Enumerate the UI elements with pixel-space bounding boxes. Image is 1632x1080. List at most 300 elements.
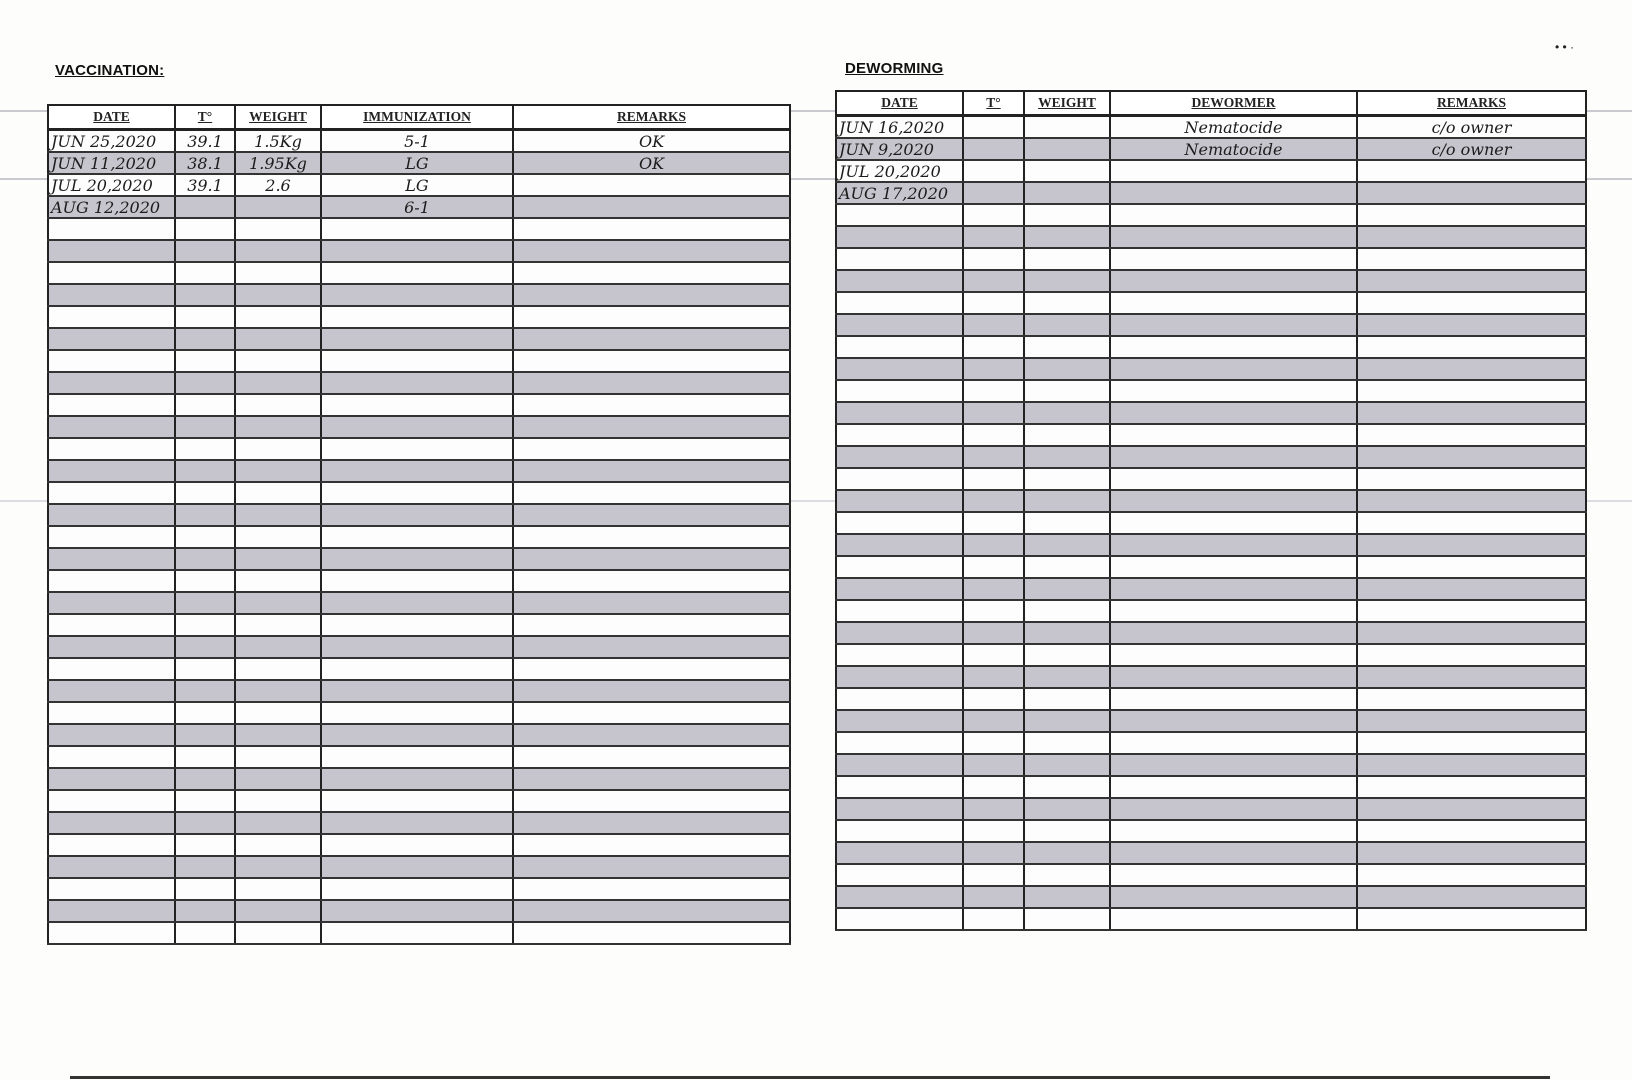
- table-row: [48, 548, 790, 570]
- immunization-cell: [321, 768, 513, 790]
- table-row: [836, 292, 1586, 314]
- temp-cell: [175, 306, 235, 328]
- dewormer-cell: [1110, 248, 1357, 270]
- table-row: [48, 856, 790, 878]
- remarks-cell: [513, 724, 790, 746]
- date-cell: [48, 614, 175, 636]
- temp-cell: [963, 908, 1024, 930]
- temp-cell: [963, 292, 1024, 314]
- remarks-cell: [513, 240, 790, 262]
- temp-cell: [175, 460, 235, 482]
- weight-cell: [1024, 820, 1110, 842]
- weight-cell: [235, 768, 321, 790]
- remarks-cell: [513, 878, 790, 900]
- table-row: [836, 490, 1586, 512]
- table-row: [836, 710, 1586, 732]
- dewormer-cell: [1110, 600, 1357, 622]
- remarks-cell: [513, 702, 790, 724]
- dewormer-cell: [1110, 886, 1357, 908]
- table-row: [48, 240, 790, 262]
- remarks-cell: [513, 636, 790, 658]
- remarks-cell: [513, 328, 790, 350]
- remarks-cell: [513, 680, 790, 702]
- table-row: [836, 842, 1586, 864]
- date-cell: [836, 820, 963, 842]
- table-row: [48, 416, 790, 438]
- immunization-cell: [321, 416, 513, 438]
- immunization-cell: [321, 636, 513, 658]
- dewormer-cell: [1110, 160, 1357, 182]
- table-row: [836, 600, 1586, 622]
- weight-cell: [1024, 446, 1110, 468]
- immunization-cell: [321, 614, 513, 636]
- immunization-cell: [321, 856, 513, 878]
- column-header-remarks: REMARKS: [1357, 91, 1586, 116]
- temp-cell: [963, 314, 1024, 336]
- table-row: [48, 372, 790, 394]
- weight-cell: [1024, 138, 1110, 160]
- dewormer-cell: [1110, 710, 1357, 732]
- date-cell: [48, 416, 175, 438]
- temp-cell: [963, 116, 1024, 139]
- remarks-cell: OK: [513, 152, 790, 174]
- weight-cell: [235, 812, 321, 834]
- weight-cell: [1024, 622, 1110, 644]
- immunization-cell: 5-1: [321, 130, 513, 153]
- remarks-cell: [513, 570, 790, 592]
- table-row: [836, 226, 1586, 248]
- temp-cell: [963, 402, 1024, 424]
- weight-cell: [235, 218, 321, 240]
- remarks-cell: [1357, 908, 1586, 930]
- temp-cell: [963, 424, 1024, 446]
- date-cell: [48, 240, 175, 262]
- immunization-cell: [321, 240, 513, 262]
- weight-cell: [1024, 226, 1110, 248]
- table-row: [48, 658, 790, 680]
- temp-cell: [963, 842, 1024, 864]
- temp-cell: [175, 416, 235, 438]
- date-cell: [836, 292, 963, 314]
- weight-cell: [235, 570, 321, 592]
- temp-cell: [175, 438, 235, 460]
- immunization-cell: LG: [321, 174, 513, 196]
- table-row: [836, 886, 1586, 908]
- weight-cell: [1024, 402, 1110, 424]
- column-header-immunization: IMMUNIZATION: [321, 105, 513, 130]
- remarks-cell: [513, 482, 790, 504]
- weight-cell: [1024, 534, 1110, 556]
- dewormer-cell: [1110, 908, 1357, 930]
- weight-cell: [235, 482, 321, 504]
- date-cell: [48, 900, 175, 922]
- temp-cell: [175, 262, 235, 284]
- dewormer-cell: [1110, 534, 1357, 556]
- date-cell: JUL 20,2020: [836, 160, 963, 182]
- date-cell: [836, 446, 963, 468]
- immunization-cell: [321, 460, 513, 482]
- dewormer-cell: [1110, 424, 1357, 446]
- date-cell: [48, 262, 175, 284]
- temp-cell: [175, 900, 235, 922]
- table-row: [48, 328, 790, 350]
- weight-cell: [235, 548, 321, 570]
- remarks-cell: [1357, 842, 1586, 864]
- table-row: [836, 160, 1586, 182]
- weight-cell: [1024, 578, 1110, 600]
- remarks-cell: [513, 284, 790, 306]
- date-cell: [836, 864, 963, 886]
- date-cell: [48, 768, 175, 790]
- temp-cell: [175, 922, 235, 944]
- column-header-weight: WEIGHT: [235, 105, 321, 130]
- weight-cell: [1024, 248, 1110, 270]
- date-cell: [836, 358, 963, 380]
- weight-cell: 2.6: [235, 174, 321, 196]
- date-cell: [48, 394, 175, 416]
- date-cell: [836, 402, 963, 424]
- weight-cell: [1024, 490, 1110, 512]
- table-row: [836, 644, 1586, 666]
- table-row: [48, 834, 790, 856]
- table-row: [836, 578, 1586, 600]
- weight-cell: [235, 350, 321, 372]
- dewormer-cell: [1110, 556, 1357, 578]
- immunization-cell: [321, 218, 513, 240]
- dewormer-cell: [1110, 336, 1357, 358]
- weight-cell: [235, 240, 321, 262]
- temp-cell: [963, 886, 1024, 908]
- temp-cell: [963, 600, 1024, 622]
- temp-cell: [963, 160, 1024, 182]
- date-cell: [836, 886, 963, 908]
- dewormer-cell: [1110, 644, 1357, 666]
- table-row: [836, 864, 1586, 886]
- dewormer-cell: [1110, 820, 1357, 842]
- weight-cell: [1024, 160, 1110, 182]
- date-cell: [48, 218, 175, 240]
- date-cell: [48, 856, 175, 878]
- remarks-cell: [513, 504, 790, 526]
- remarks-cell: [1357, 402, 1586, 424]
- remarks-cell: [1357, 358, 1586, 380]
- date-cell: [836, 380, 963, 402]
- date-cell: [836, 226, 963, 248]
- date-cell: [48, 922, 175, 944]
- immunization-cell: [321, 482, 513, 504]
- remarks-cell: [513, 196, 790, 218]
- remarks-cell: [513, 438, 790, 460]
- weight-cell: [1024, 754, 1110, 776]
- weight-cell: [1024, 380, 1110, 402]
- remarks-cell: [1357, 336, 1586, 358]
- table-row: [48, 680, 790, 702]
- table-row: [48, 636, 790, 658]
- table-row: [836, 798, 1586, 820]
- immunization-cell: [321, 570, 513, 592]
- immunization-cell: [321, 746, 513, 768]
- weight-cell: [235, 504, 321, 526]
- temp-cell: [963, 446, 1024, 468]
- remarks-cell: [1357, 204, 1586, 226]
- dewormer-cell: [1110, 402, 1357, 424]
- remarks-cell: [1357, 776, 1586, 798]
- table-row: [48, 878, 790, 900]
- dewormer-cell: [1110, 314, 1357, 336]
- date-cell: [48, 746, 175, 768]
- weight-cell: [235, 878, 321, 900]
- temp-cell: [963, 226, 1024, 248]
- table-row: [836, 534, 1586, 556]
- table-row: [48, 724, 790, 746]
- date-cell: [48, 438, 175, 460]
- date-cell: [48, 526, 175, 548]
- date-cell: [836, 776, 963, 798]
- weight-cell: [235, 680, 321, 702]
- remarks-cell: [1357, 886, 1586, 908]
- remarks-cell: [513, 746, 790, 768]
- date-cell: [48, 548, 175, 570]
- table-row: [836, 468, 1586, 490]
- weight-cell: [1024, 666, 1110, 688]
- remarks-cell: [1357, 754, 1586, 776]
- weight-cell: [235, 372, 321, 394]
- date-cell: JUN 9,2020: [836, 138, 963, 160]
- temp-cell: [963, 622, 1024, 644]
- date-cell: AUG 12,2020: [48, 196, 175, 218]
- column-header-date: DATE: [836, 91, 963, 116]
- immunization-cell: [321, 284, 513, 306]
- remarks-cell: [513, 416, 790, 438]
- table-row: [48, 262, 790, 284]
- remarks-cell: [513, 922, 790, 944]
- table-row: [836, 358, 1586, 380]
- remarks-cell: [1357, 622, 1586, 644]
- remarks-cell: [513, 350, 790, 372]
- date-cell: [836, 644, 963, 666]
- weight-cell: [1024, 732, 1110, 754]
- table-row: [836, 666, 1586, 688]
- temp-cell: [175, 570, 235, 592]
- remarks-cell: [1357, 534, 1586, 556]
- temp-cell: [963, 864, 1024, 886]
- temp-cell: [175, 526, 235, 548]
- remarks-cell: [513, 790, 790, 812]
- table-row: [48, 218, 790, 240]
- table-row: [836, 314, 1586, 336]
- weight-cell: [1024, 798, 1110, 820]
- dewormer-cell: [1110, 490, 1357, 512]
- temp-cell: [963, 798, 1024, 820]
- date-cell: JUN 11,2020: [48, 152, 175, 174]
- column-header-temp: T°: [175, 105, 235, 130]
- temp-cell: [175, 636, 235, 658]
- column-header-remarks: REMARKS: [513, 105, 790, 130]
- temp-cell: [175, 878, 235, 900]
- table-row: [48, 922, 790, 944]
- table-row: [48, 526, 790, 548]
- temp-cell: [963, 358, 1024, 380]
- date-cell: [836, 270, 963, 292]
- weight-cell: [1024, 556, 1110, 578]
- column-header-date: DATE: [48, 105, 175, 130]
- date-cell: JUN 25,2020: [48, 130, 175, 153]
- remarks-cell: [1357, 578, 1586, 600]
- vaccination-title: VACCINATION:: [55, 62, 165, 79]
- weight-cell: [1024, 710, 1110, 732]
- immunization-cell: [321, 504, 513, 526]
- temp-cell: [175, 372, 235, 394]
- table-row: [836, 336, 1586, 358]
- remarks-cell: [513, 262, 790, 284]
- date-cell: [836, 468, 963, 490]
- dewormer-cell: [1110, 358, 1357, 380]
- weight-cell: [1024, 314, 1110, 336]
- remarks-cell: c/o owner: [1357, 116, 1586, 139]
- table-row: [836, 732, 1586, 754]
- table-row: [836, 820, 1586, 842]
- temp-cell: [175, 504, 235, 526]
- table-row: [48, 768, 790, 790]
- remarks-cell: [513, 614, 790, 636]
- remarks-cell: [513, 218, 790, 240]
- table-row: [836, 402, 1586, 424]
- temp-cell: [963, 776, 1024, 798]
- remarks-cell: [1357, 380, 1586, 402]
- weight-cell: [235, 658, 321, 680]
- temp-cell: [963, 468, 1024, 490]
- date-cell: [48, 680, 175, 702]
- date-cell: [836, 908, 963, 930]
- dewormer-cell: [1110, 270, 1357, 292]
- table-row: [48, 702, 790, 724]
- remarks-cell: [1357, 468, 1586, 490]
- date-cell: [836, 248, 963, 270]
- weight-cell: [235, 746, 321, 768]
- remarks-cell: [513, 306, 790, 328]
- weight-cell: [1024, 270, 1110, 292]
- weight-cell: [235, 790, 321, 812]
- temp-cell: 39.1: [175, 130, 235, 153]
- table-row: [836, 380, 1586, 402]
- immunization-cell: [321, 372, 513, 394]
- temp-cell: [963, 556, 1024, 578]
- immunization-cell: [321, 592, 513, 614]
- scan-edge: [70, 1076, 1550, 1079]
- immunization-cell: [321, 680, 513, 702]
- immunization-cell: [321, 306, 513, 328]
- table-row: [48, 284, 790, 306]
- weight-cell: [235, 196, 321, 218]
- temp-cell: [963, 644, 1024, 666]
- date-cell: [836, 578, 963, 600]
- weight-cell: [235, 526, 321, 548]
- temp-cell: [175, 680, 235, 702]
- date-cell: [836, 688, 963, 710]
- temp-cell: [175, 548, 235, 570]
- weight-cell: 1.95Kg: [235, 152, 321, 174]
- temp-cell: [963, 688, 1024, 710]
- date-cell: [836, 424, 963, 446]
- temp-cell: [175, 218, 235, 240]
- temp-cell: [175, 658, 235, 680]
- weight-cell: [235, 900, 321, 922]
- weight-cell: [235, 834, 321, 856]
- remarks-cell: [1357, 666, 1586, 688]
- remarks-cell: [1357, 182, 1586, 204]
- table-row: [836, 270, 1586, 292]
- temp-cell: [175, 240, 235, 262]
- temp-cell: [963, 820, 1024, 842]
- date-cell: [48, 702, 175, 724]
- table-row: [48, 746, 790, 768]
- immunization-cell: [321, 394, 513, 416]
- table-row: [48, 438, 790, 460]
- remarks-cell: [513, 372, 790, 394]
- date-cell: [48, 372, 175, 394]
- table-row: [836, 424, 1586, 446]
- table-row: [836, 446, 1586, 468]
- date-cell: [836, 754, 963, 776]
- temp-cell: [175, 614, 235, 636]
- immunization-cell: [321, 878, 513, 900]
- immunization-cell: [321, 702, 513, 724]
- weight-cell: [235, 460, 321, 482]
- remarks-cell: [1357, 270, 1586, 292]
- remarks-cell: [513, 174, 790, 196]
- remarks-cell: [1357, 710, 1586, 732]
- date-cell: [836, 710, 963, 732]
- date-cell: JUL 20,2020: [48, 174, 175, 196]
- corner-mark: • • ·: [1555, 40, 1575, 54]
- remarks-cell: OK: [513, 130, 790, 153]
- dewormer-cell: [1110, 864, 1357, 886]
- date-cell: [48, 284, 175, 306]
- date-cell: [48, 878, 175, 900]
- dewormer-cell: [1110, 754, 1357, 776]
- temp-cell: [175, 592, 235, 614]
- dewormer-cell: [1110, 798, 1357, 820]
- weight-cell: [235, 702, 321, 724]
- remarks-cell: [513, 900, 790, 922]
- temp-cell: [963, 534, 1024, 556]
- weight-cell: [1024, 424, 1110, 446]
- remarks-cell: [513, 812, 790, 834]
- remarks-cell: [1357, 490, 1586, 512]
- temp-cell: [175, 768, 235, 790]
- remarks-cell: [1357, 446, 1586, 468]
- weight-cell: [235, 394, 321, 416]
- table-row: [48, 460, 790, 482]
- temp-cell: [175, 834, 235, 856]
- temp-cell: [963, 182, 1024, 204]
- remarks-cell: [513, 460, 790, 482]
- immunization-cell: [321, 922, 513, 944]
- table-row: [836, 182, 1586, 204]
- date-cell: [48, 790, 175, 812]
- date-cell: AUG 17,2020: [836, 182, 963, 204]
- table-row: [836, 908, 1586, 930]
- remarks-cell: [1357, 314, 1586, 336]
- immunization-cell: [321, 834, 513, 856]
- immunization-cell: [321, 900, 513, 922]
- weight-cell: [1024, 292, 1110, 314]
- deworming-title: DEWORMING: [845, 60, 944, 77]
- date-cell: JUN 16,2020: [836, 116, 963, 139]
- dewormer-cell: [1110, 226, 1357, 248]
- table-row: [836, 248, 1586, 270]
- weight-cell: [1024, 644, 1110, 666]
